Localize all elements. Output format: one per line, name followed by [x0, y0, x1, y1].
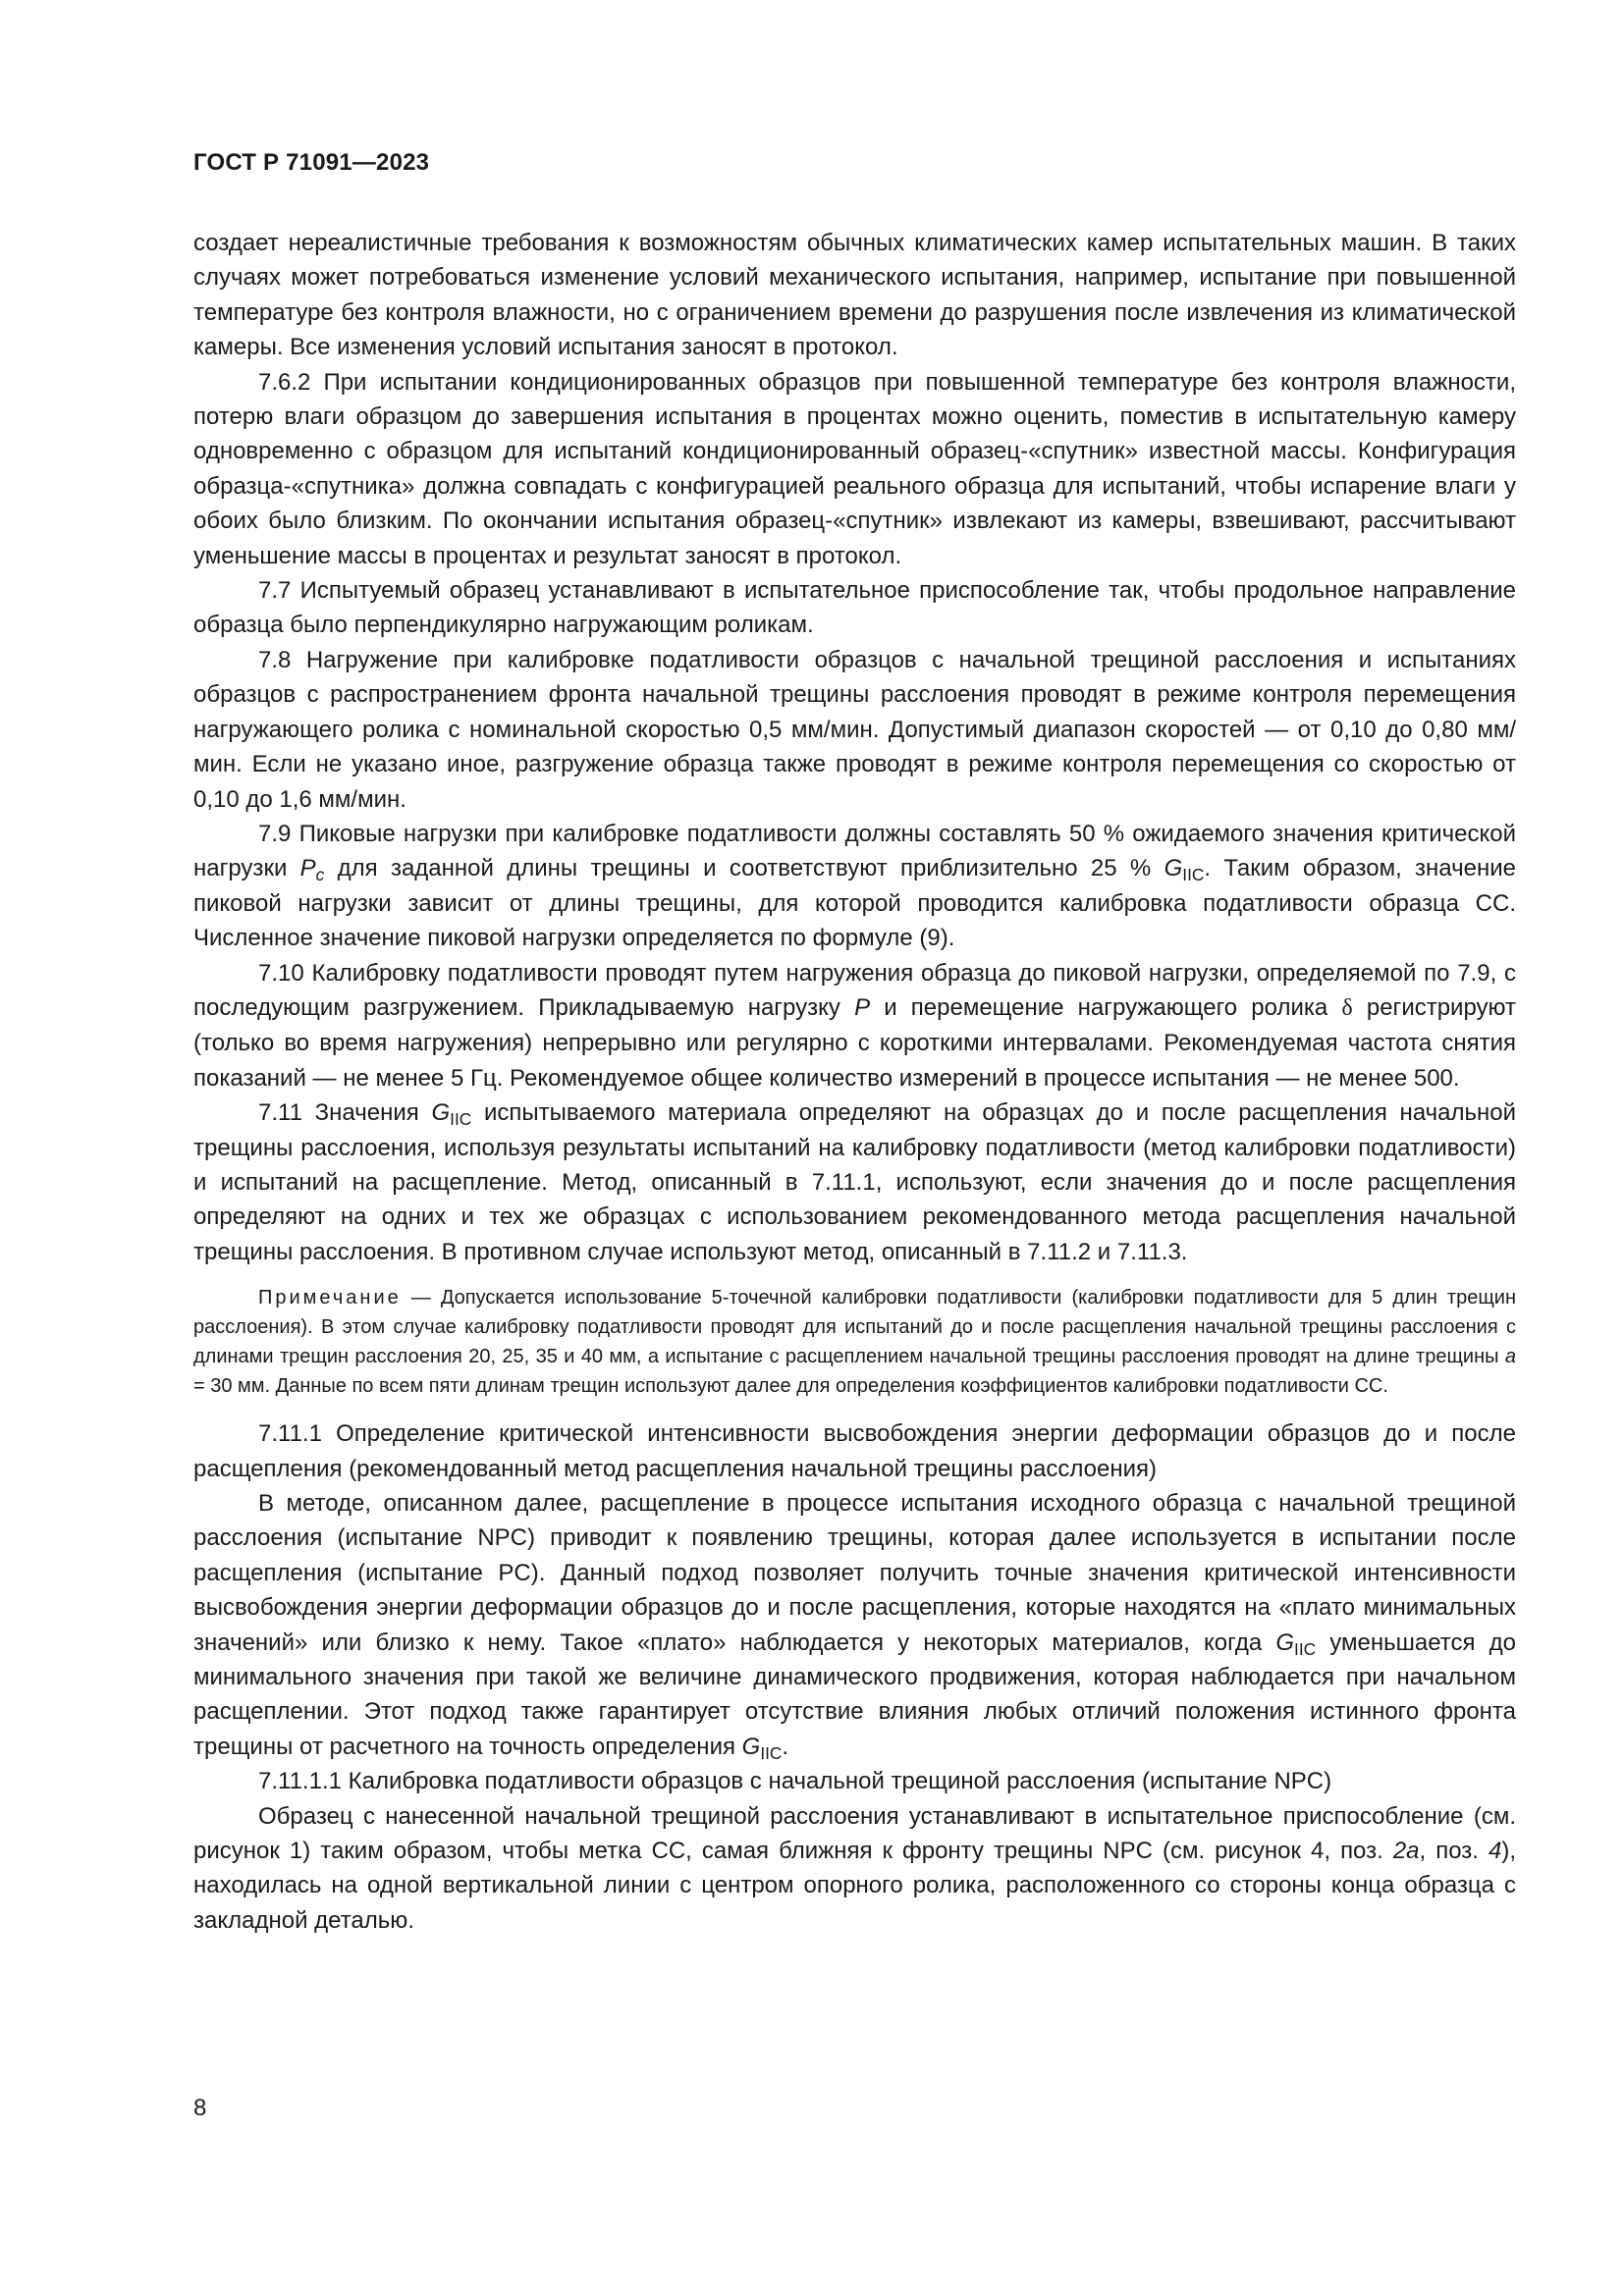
paragraph-specimen-setup: [193, 1799, 1516, 1939]
text-run: регистрируют (только во время нагружения) непрерывно или регулярно с короткими интервалами. Рекомендуемая частота снятия показаний — не менее 5 Гц. Рекомендуемое общее количество измерений в процессе испытания — не менее 500.: [193, 993, 1517, 1092]
note-label: Примечание: [258, 1287, 402, 1309]
page-number: 8: [193, 2095, 207, 2121]
symbol-a: a: [1504, 1346, 1516, 1368]
page-body: [193, 226, 1516, 1938]
subscript-iic: IIC: [1182, 865, 1205, 885]
text-run: ), находилась на одной вертикальной линии с центром опорного ролика, расположенного со стороны конца образца с закладной деталью.: [193, 1838, 1517, 1934]
text-run: Образец с нанесенной начальной трещиной расслоения устанавливают в испытательное приспособление (см. рисунок 1) таким образом, чтобы метка СС, самая ближняя к фронту трещины NPC (см. рисунок 4, поз.: [193, 1802, 1516, 1865]
symbol-g: G: [431, 1099, 451, 1127]
text-run: В методе, описанном далее, расщепление в процессе испытания исходного образца с начальной трещиной расслоения (испытание NPC) приводит к появлению трещины, которая далее используется в испытании после расщепления (испытание PC). Данный подход позволяет получить точные значения критической интенсивности высвобождения энергии деформации образцов до и после расщепления, которые находятся на «плато минимальных значений» или близко к нему. Такое «плато» наблюдается у некоторых материалов, когда: [193, 1490, 1516, 1656]
subscript-iic: IIC: [450, 1109, 472, 1130]
paragraph-7-11: [193, 1095, 1516, 1269]
text-run: для заданной длины трещины и соответствуют приблизительно 25 %: [324, 855, 1164, 882]
text-run: 7.9 Пиковые нагрузки при калибровке податливости должны составлять 50 % ожидаемого значения критической нагрузки: [193, 820, 1516, 882]
text-run: уменьшается до минимального значения при такой же величине динамического продвижения, которая наблюдается при начальном расщеплении. Этот подход также гарантирует отсутствие влияния любых отличий положения истинного фронта трещины от расчетного на точность определения: [193, 1629, 1516, 1760]
subscript-c: c: [315, 865, 325, 885]
text-run: , поз.: [1419, 1838, 1489, 1865]
paragraph-7-6-2: 7.6.2 При испытании кондиционированных образцов при повышенной температуре без контроля влажности, потерю влаги образцом до завершения испытания в процентах можно оценить, поместив в испытательную камеру одновременно с образцом для испытаний кондиционированный образец-«спутник» известной массы. Конфигурация образца-«спутника» должна совпадать с конфигурацией реального образца для испытаний, чтобы испарение влаги у обоих было близким. По окончании испытания образец-«спутник» извлекают из камеры, взвешивают, рассчитывают уменьшение массы в процентах и результат заносят в протокол.: [193, 368, 1516, 569]
text-run: = 30 мм. Данные по всем пяти длинам трещин используют далее для определения коэффициентов калибровки податливости СС.: [193, 1375, 1388, 1398]
text-run: .: [782, 1733, 789, 1760]
paragraph-7-10: [193, 956, 1516, 1096]
symbol-delta: δ: [1341, 994, 1353, 1021]
ref-4: 4: [1488, 1838, 1502, 1865]
text-run: — Допускается использование 5-точечной калибровки податливости (калибровки податливости для 5 длин трещин расслоения). В этом случае калибровку податливости проводят для испытаний до и после расщепления начальной трещины расслоения с длинами трещин расслоения 20, 25, 35 и 40 мм, а испытание с расщеплением начальной трещины расслоения проводят на длине трещины: [193, 1287, 1516, 1368]
subscript-iic: IIC: [760, 1743, 783, 1764]
document-header: ГОСТ Р 71091—2023: [193, 149, 430, 176]
paragraph-method: [193, 1486, 1516, 1764]
symbol-g: G: [741, 1733, 761, 1760]
paragraph-continuation: создает нереалистичные требования к возможностям обычных климатических камер испытательных машин. В таких случаях может потребоваться изменение условий механического испытания, например, испытание при повышенной температуре без контроля влажности, но с ограничением времени до разрушения после извлечения из климатической камеры. Все изменения условий испытания заносят в протокол.: [193, 230, 1516, 361]
paragraph-7-9: [193, 817, 1516, 956]
ref-2a: 2a: [1392, 1838, 1420, 1865]
text-run: . Таким образом, значение пиковой нагрузки зависит от длины трещины, для которой проводится калибровка податливости образца СС. Численное значение пиковой нагрузки определяется по формуле (9).: [193, 855, 1516, 952]
text-run: и перемещение нагружающего ролика: [870, 993, 1342, 1021]
symbol-p: P: [854, 993, 871, 1021]
paragraph-7-11-1: 7.11.1 Определение критической интенсивности высвобождения энергии деформации образцов до и после расщепления (рекомендованный метод расщепления начальной трещины расслоения): [193, 1420, 1516, 1482]
text-run: 7.11 Значения: [258, 1099, 432, 1127]
text-run: испытываемого материала определяют на образцах до и после расщепления начальной трещины расслоения, используя результаты испытаний на калибровку податливости (метод калибровки податливости) и испытаний на расщепление. Метод, описанный в 7.11.1, используют, если значения до и после расщепления определяют на одних и тех же образцах с использованием рекомендованного метода расщепления начальной трещины расслоения. В противном случае используют метод, описанный в 7.11.2 и 7.11.3.: [193, 1099, 1517, 1265]
paragraph-7-7: 7.7 Испытуемый образец устанавливают в испытательное приспособление так, чтобы продольное направление образца было перпендикулярно нагружающим роликам.: [193, 577, 1516, 639]
note: [193, 1283, 1516, 1401]
symbol-g: G: [1164, 855, 1183, 882]
symbol-p: P: [299, 855, 316, 882]
text-run: 7.10 Калибровку податливости проводят путем нагружения образца до пиковой нагрузки, определяемой по 7.9, с последующим разгружением. Прикладываемую нагрузку: [193, 959, 1516, 1021]
paragraph-7-11-1-1: 7.11.1.1 Калибровка податливости образцов с начальной трещиной расслоения (испытание NPC): [258, 1768, 1332, 1795]
symbol-g: G: [1275, 1629, 1295, 1656]
subscript-iic: IIC: [1294, 1638, 1317, 1659]
paragraph-7-8: 7.8 Нагружение при калибровке податливости образцов с начальной трещиной расслоения и испытаниях образцов с распространением фронта начальной трещины расслоения проводят в режиме контроля перемещения нагружающего ролика с номинальной скоростью 0,5 мм/мин. Допустимый диапазон скоростей — от 0,10 до 0,80 мм/мин. Если не указано иное, разгружение образца также проводят в режиме контроля перемещения со скоростью от 0,10 до 1,6 мм/мин.: [193, 646, 1516, 813]
